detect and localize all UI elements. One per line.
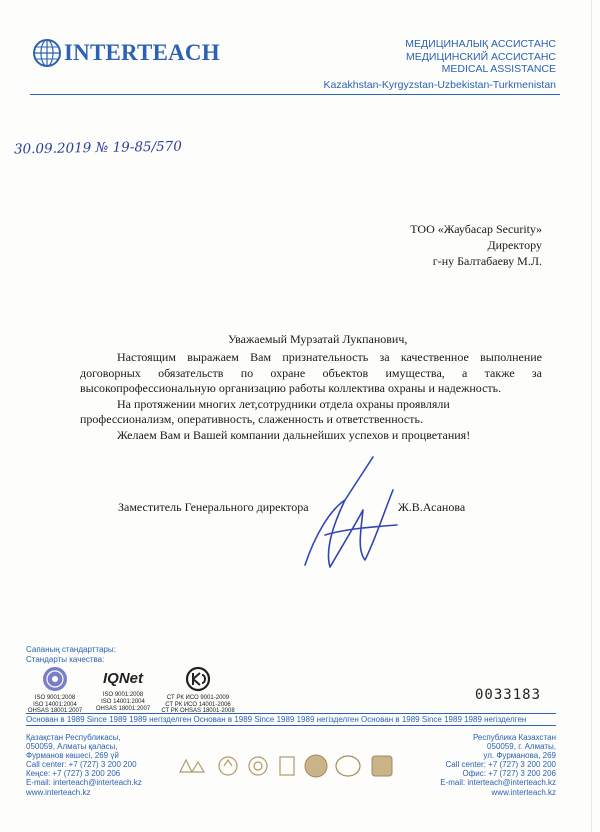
contacts-ru — [440, 760, 556, 797]
kz-standard-mark-icon — [185, 666, 211, 692]
certificate-1-line-3: OHSAS 18001:2007 — [27, 708, 83, 715]
address-ru-line-3: ул. Фурманова, 269 — [483, 751, 556, 761]
certificate-1 — [24, 666, 86, 715]
contacts-kz-office: Кеңсе: +7 (727) 3 200 206 — [26, 769, 121, 779]
recipient-name: г-ну Балтабаеву М.Л. — [432, 254, 542, 268]
address-kz — [26, 733, 121, 761]
address-ru — [473, 733, 556, 761]
signatory-name: Ж.В.Асанова — [398, 500, 466, 514]
certificate-3 — [158, 666, 238, 715]
contacts-kz-website: www.interteach.kz — [26, 787, 91, 797]
award-icon-3 — [249, 757, 267, 775]
recipient-position: Директору — [487, 238, 542, 252]
certificate-2 — [92, 666, 154, 712]
contacts-ru-website: www.interteach.kz — [491, 787, 556, 797]
certificate-1-line-2: ISO 14001:2004 — [33, 701, 77, 708]
certificate-1-line-1: ISO 9001:2008 — [34, 694, 76, 701]
globe-logo-icon — [32, 38, 62, 68]
quality-standards-ru: Стандарты качества: — [26, 654, 105, 664]
letter-body — [80, 350, 542, 443]
contacts-kz-email: E-mail: interteach@interteach.kz — [26, 778, 142, 788]
company-type-ru: МЕДИЦИНСКИЙ АССИСТАНС — [406, 50, 556, 63]
header-divider — [30, 94, 560, 95]
founded-strip: Основан в 1989 Since 1989 1989 негізделген Основан в 1989 Since 1989 1989 негізделген Основан в 1989 Since 1989 1989 негізделген — [26, 713, 556, 726]
letter-paragraph-1: Настоящим выражаем Вам признательность за качественное выполнение договорных обязательств по охране объектов имущества, а также за высокопрофессиональную организацию работы коллектива охраны и надежность. — [80, 350, 542, 395]
iqnet-logo: IQNet — [102, 670, 143, 687]
letter-paragraph-3: Желаем Вам и Вашей компании дальнейших успехов и процветания! — [117, 427, 471, 442]
address-ru-line-1: Республика Казахстан — [472, 733, 556, 742]
certification-seal-icon — [42, 666, 68, 692]
award-icon-4 — [280, 757, 294, 775]
certificate-3-line-1: СТ РК ИСО 9001-2009 — [166, 694, 230, 701]
certificate-2-line-3: OHSAS 18001:2007 — [95, 705, 151, 712]
certificate-2-line-1: ISO 9001:2008 — [102, 692, 144, 698]
signatory-title: Заместитель Генерального директора — [118, 500, 309, 514]
address-kz-line-2: 050059, Алматы қаласы, — [26, 742, 118, 752]
company-type-kz: МЕДИЦИНАЛЫҚ АССИСТАНС — [405, 38, 556, 50]
quality-standards-kz: Сапаның стандарттары: — [26, 645, 116, 654]
brand-name: INTERTEACH — [64, 40, 220, 65]
paper-crease — [591, 0, 592, 832]
address-kz-line-1: Қазақстан Республикасы, — [26, 733, 121, 742]
quality-standards-label — [26, 645, 116, 664]
countries-line: Kazakhstan-Kyrgyzstan-Uzbekistan-Turkmenistan — [323, 79, 556, 91]
handwritten-signature — [285, 455, 405, 585]
recipient-block — [410, 221, 542, 269]
address-kz-line-3: Фурманов көшесі, 269 үй — [26, 751, 119, 761]
award-icon-7 — [372, 756, 392, 776]
contacts-ru-email: E-mail: interteach@interteach.kz — [440, 778, 556, 788]
award-icon-5 — [305, 755, 327, 777]
serial-number: 0033183 — [475, 687, 542, 703]
contacts-ru-office: Офис: +7 (727) 3 200 206 — [462, 769, 556, 779]
company-type-en: MEDICAL ASSISTANCE — [441, 63, 556, 75]
contacts-ru-call-center: Call center: +7 (727) 3 200 200 — [445, 760, 556, 769]
certificate-3-line-2: СТ РК ИСО 14001-2006 — [165, 701, 231, 708]
handwritten-doc-ref: 30.09.2019 № 19-85/570 — [13, 138, 183, 158]
award-icon-1 — [180, 760, 204, 772]
award-icon-6 — [336, 756, 360, 776]
letter-paragraph-2: На протяжении многих лет,сотрудники отдела охраны проявляли профессионализм, оперативность, слаженность и ответственность. — [80, 396, 450, 426]
contacts-kz — [26, 760, 142, 797]
certificate-2-line-2: ISO 14001:2004 — [101, 698, 145, 705]
award-emblems-row — [176, 748, 408, 788]
address-ru-line-2: 050059, г. Алматы, — [487, 742, 556, 752]
certificate-3-line-3: СТ РК OHSAS 18001-2008 — [161, 708, 235, 715]
company-type-block — [405, 38, 556, 76]
contacts-kz-call-center: Call center: +7 (727) 3 200 200 — [26, 760, 137, 769]
award-icon-2 — [219, 757, 237, 775]
recipient-company: ТОО «Жаубасар Security» — [410, 222, 542, 236]
letter-greeting: Уважаемый Мурзатай Лукпанович, — [228, 332, 408, 346]
